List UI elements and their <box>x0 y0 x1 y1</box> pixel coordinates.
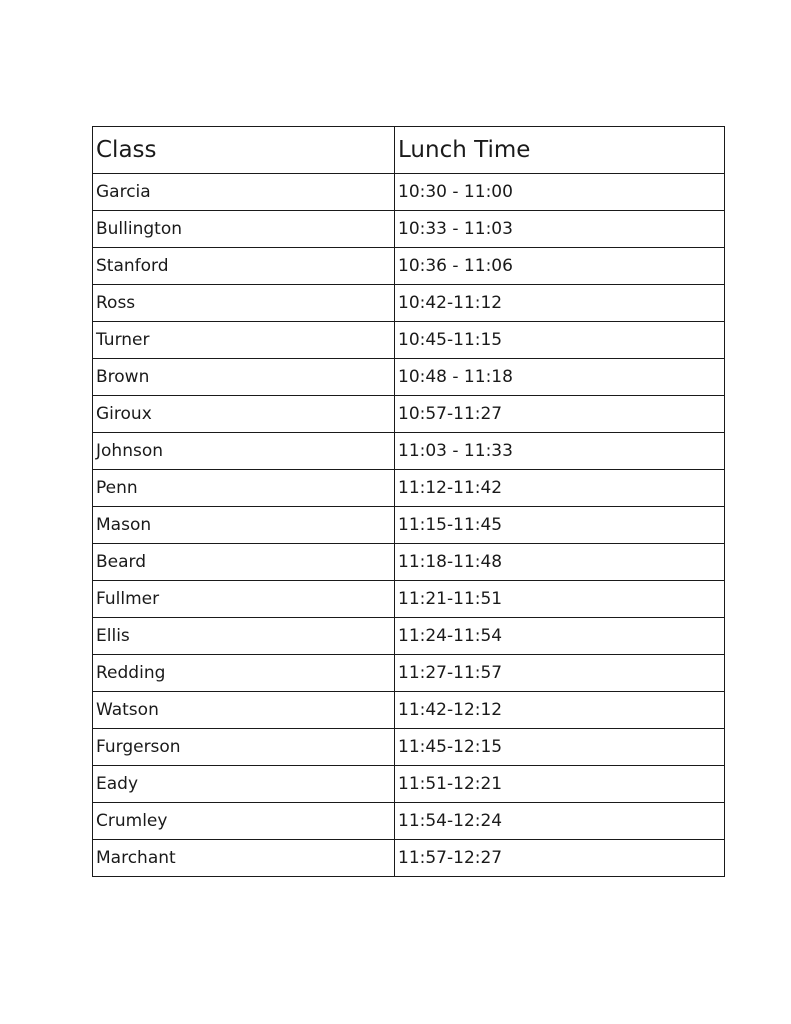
class-name-cell: Watson <box>93 692 395 729</box>
table-row <box>93 803 725 840</box>
table-row <box>93 618 725 655</box>
class-name-cell: Garcia <box>93 174 395 211</box>
table-row <box>93 766 725 803</box>
column-header-class: Class <box>93 127 395 174</box>
table-body <box>93 174 725 877</box>
class-name-cell: Bullington <box>93 211 395 248</box>
class-name-cell: Marchant <box>93 840 395 877</box>
lunch-time-cell: 11:12-11:42 <box>395 470 725 507</box>
class-name-cell: Mason <box>93 507 395 544</box>
table-row <box>93 544 725 581</box>
table-row <box>93 174 725 211</box>
header-row <box>93 127 725 174</box>
lunch-time-cell: 10:57-11:27 <box>395 396 725 433</box>
table-row <box>93 692 725 729</box>
class-name-cell: Redding <box>93 655 395 692</box>
lunch-time-cell: 11:15-11:45 <box>395 507 725 544</box>
table-row <box>93 433 725 470</box>
class-name-cell: Johnson <box>93 433 395 470</box>
lunch-time-cell: 11:51-12:21 <box>395 766 725 803</box>
table-row <box>93 322 725 359</box>
table-row <box>93 359 725 396</box>
lunch-time-cell: 10:48 - 11:18 <box>395 359 725 396</box>
table-row <box>93 507 725 544</box>
table-row <box>93 470 725 507</box>
table-row <box>93 285 725 322</box>
class-name-cell: Fullmer <box>93 581 395 618</box>
class-name-cell: Ellis <box>93 618 395 655</box>
table-row <box>93 396 725 433</box>
lunch-schedule <box>92 126 724 877</box>
lunch-time-cell: 10:45-11:15 <box>395 322 725 359</box>
lunch-time-cell: 11:57-12:27 <box>395 840 725 877</box>
lunch-time-cell: 11:54-12:24 <box>395 803 725 840</box>
class-name-cell: Eady <box>93 766 395 803</box>
class-name-cell: Crumley <box>93 803 395 840</box>
class-name-cell: Stanford <box>93 248 395 285</box>
lunch-time-cell: 11:27-11:57 <box>395 655 725 692</box>
lunch-schedule-table <box>92 126 725 877</box>
lunch-time-cell: 11:03 - 11:33 <box>395 433 725 470</box>
lunch-time-cell: 11:18-11:48 <box>395 544 725 581</box>
class-name-cell: Furgerson <box>93 729 395 766</box>
class-name-cell: Beard <box>93 544 395 581</box>
lunch-time-cell: 10:42-11:12 <box>395 285 725 322</box>
class-name-cell: Giroux <box>93 396 395 433</box>
lunch-time-cell: 11:21-11:51 <box>395 581 725 618</box>
class-name-cell: Ross <box>93 285 395 322</box>
table-row <box>93 248 725 285</box>
column-header-lunch-time: Lunch Time <box>395 127 725 174</box>
class-name-cell: Brown <box>93 359 395 396</box>
table-row <box>93 655 725 692</box>
table-row <box>93 729 725 766</box>
lunch-time-cell: 11:42-12:12 <box>395 692 725 729</box>
lunch-time-cell: 11:45-12:15 <box>395 729 725 766</box>
table-row <box>93 840 725 877</box>
table-row <box>93 211 725 248</box>
class-name-cell: Turner <box>93 322 395 359</box>
lunch-time-cell: 10:30 - 11:00 <box>395 174 725 211</box>
table-row <box>93 581 725 618</box>
lunch-time-cell: 11:24-11:54 <box>395 618 725 655</box>
lunch-time-cell: 10:33 - 11:03 <box>395 211 725 248</box>
lunch-time-cell: 10:36 - 11:06 <box>395 248 725 285</box>
class-name-cell: Penn <box>93 470 395 507</box>
